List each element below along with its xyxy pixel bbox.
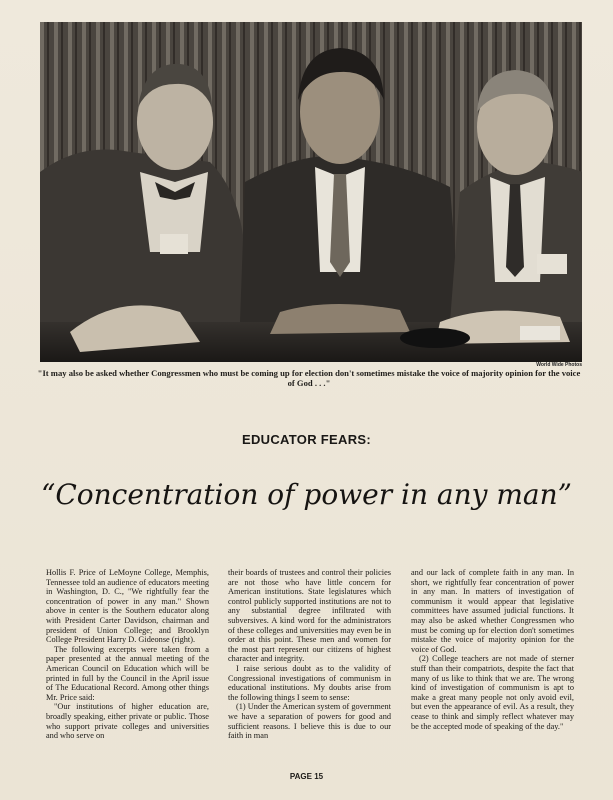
page-number: PAGE 15 xyxy=(289,772,324,781)
column-3 xyxy=(411,568,574,731)
paragraph: I raise serious doubt as to the validity of Congressional investigations of communism in educational institutions. My doubts arise from the following things I seem to sense: xyxy=(228,663,391,702)
paragraph: their boards of trustees and control their policies are not those who have little concern for American institutions. State legislatures which control publicly supported institutions are not to any substantial degree infiltrated with subversives. A kind word for the administrators of these colleges and universities may even be in order at this point. These men and women for the most part represent our citizens of highest character and integrity. xyxy=(228,568,391,664)
section-title: EDUCATOR FEARS: xyxy=(242,432,371,447)
photo-caption: "It may also be asked whether Congressmen who must be coming up for election don't sometimes mistake the voice of majority opinion for the voice of God . . ." xyxy=(37,368,581,388)
paragraph: (1) Under the American system of government we have a separation of powers for good and sufficient reasons. I believe this is due to our faith in man xyxy=(228,702,391,741)
article-headline: “Concentration of power in any man” xyxy=(41,478,572,511)
column-1 xyxy=(46,568,209,741)
paragraph: Hollis F. Price of LeMoyne College, Memphis, Tennessee told an audience of educators meeting in Washington, D. C., "We rightfully fear the concentration of power in any man." Shown above in center is the Southern educator along with President Carter Davidson, chairman and president of Union College; and Brooklyn College President Harry D. Gideonse (right). xyxy=(46,568,209,645)
article-body xyxy=(46,568,576,768)
news-photo xyxy=(40,22,582,362)
column-2 xyxy=(228,568,391,741)
photo-credit: World Wide Photos xyxy=(536,362,582,368)
paragraph: "Our institutions of higher education are, broadly speaking, either private or public. Those who support private colleges and universities and who serve on xyxy=(46,702,209,741)
paragraph: and our lack of complete faith in any man. In short, we rightfully fear concentration of power in any man. In matters of investigation of communism it would appear that legislative committees have assumed judicial functions. It may also be asked whether Congressmen who must be coming up for election don't sometimes mistake the voice of majority opinion for the voice of God. xyxy=(411,568,574,654)
paragraph: The following excerpts were taken from a paper presented at the annual meeting of the American Council on Education which will be printed in full by the Council in the April issue of The Educational Record. Among other things Mr. Price said: xyxy=(46,644,209,702)
paragraph: (2) College teachers are not made of sterner stuff than their compatriots, despite the fact that many of us like to think that we are. The wrong kind of investigation of communism is apt to make a great many people not only avoid evil, but even the appearance of evil. As a result, they cease to think and simply reflect whatever may be the accepted mode of speaking of the day." xyxy=(411,654,574,731)
